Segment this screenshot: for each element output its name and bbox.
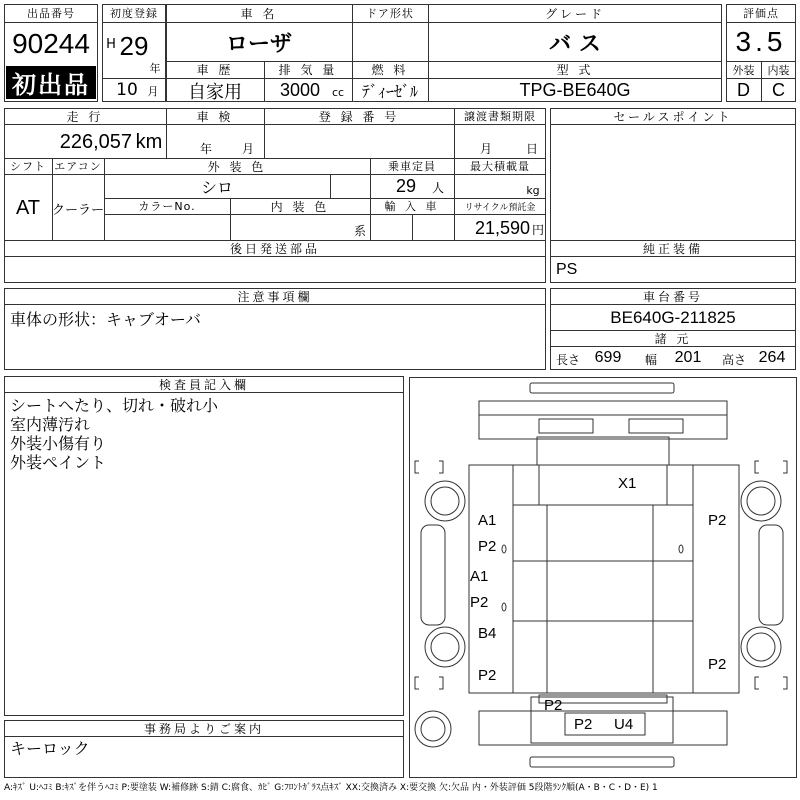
capacity-label: 乗車定員 — [388, 160, 436, 173]
grade-label: グレード — [544, 6, 605, 21]
transfer-month-unit: 月 — [479, 141, 492, 156]
inspection-label: 車 検 — [196, 109, 234, 124]
legend-text: A:ｷｽﾞ U:ﾍｺﾐ B:ｷｽﾞを伴うﾍｺﾐ P:要塗装 W:補修跡 S:錆 C:腐食、ｶﾋﾞ G:ﾌﾛﾝﾄｶﾞﾗｽ点ｷｽﾞ XX:交換済み X:要交換 欠:欠品 内・外装評価 5段階ﾗﾝｸ順(A・B・C・D・E) 1 — [4, 783, 658, 793]
displacement-unit: cc — [331, 85, 345, 99]
damage-mark-x1: X1 — [618, 475, 637, 492]
inspector-label: 検査員記入欄 — [158, 377, 249, 392]
notes-label: 注意事項欄 — [237, 289, 313, 304]
inspector-line: 外装ペイント — [10, 453, 107, 472]
genuine-equipment-value: PS — [556, 261, 578, 278]
damage-mark-p2: P2 — [470, 594, 489, 611]
reg-no-value — [264, 125, 454, 158]
specs-label: 諸 元 — [654, 331, 692, 346]
displacement-value: 3000 — [279, 80, 321, 100]
transfer-day-unit: 日 — [525, 141, 538, 156]
fuel-label: 燃 料 — [371, 63, 409, 77]
ext-color-label: 外 装 色 — [207, 159, 267, 174]
displacement-label: 排 気 量 — [278, 63, 338, 77]
door-value — [352, 23, 428, 61]
first-reg-year: 29 — [119, 30, 149, 61]
month-unit: 月 — [147, 85, 159, 98]
damage-mark-a1: A1 — [470, 568, 489, 585]
mileage-value: 226,057 — [59, 130, 132, 153]
era-mark: H — [106, 36, 116, 52]
length-label: 長さ — [555, 352, 580, 367]
grade-value: バ ス — [549, 31, 601, 57]
recycle-unit: 円 — [531, 222, 544, 237]
int-color-label: 内 装 色 — [270, 199, 330, 214]
int-color-unit: 系 — [353, 223, 366, 238]
model-code-label: 型 式 — [556, 63, 594, 77]
damage-mark-u4: U4 — [614, 716, 634, 733]
shift-value: AT — [15, 196, 41, 219]
history-value: 自家用 — [188, 81, 242, 102]
chassis-label: 車台番号 — [642, 289, 703, 304]
damage-mark-p2: P2 — [544, 697, 563, 714]
later-parts-label: 後日発送部品 — [229, 241, 320, 256]
damage-mark-p2: P2 — [708, 512, 727, 529]
recycle-label: リサイクル預託金 — [464, 202, 536, 213]
recycle-value: 21,590 — [474, 217, 530, 238]
damage-mark-p2: P2 — [478, 667, 497, 684]
width-label: 幅 — [644, 352, 657, 367]
car-name-label: 車 名 — [240, 6, 278, 21]
max-load-unit: kg — [526, 183, 540, 197]
inspector-line: 室内薄汚れ — [10, 415, 91, 434]
mileage-label: 走 行 — [66, 109, 104, 124]
transfer-label: 譲渡書類期限 — [464, 110, 536, 123]
interior-label: 内装 — [767, 63, 790, 77]
vehicle-diagram — [409, 377, 797, 778]
office-value: キーロック — [10, 739, 90, 758]
genuine-equipment-label: 純正装備 — [642, 241, 703, 256]
sales-points-label: セールスポイント — [613, 109, 733, 124]
length-value: 699 — [594, 349, 622, 366]
width-value: 201 — [674, 349, 702, 366]
sales-points-value — [550, 126, 796, 238]
max-load-label: 最大積載量 — [470, 160, 530, 173]
damage-mark-p2: P2 — [708, 656, 727, 673]
inspection-month-unit: 月 — [241, 141, 254, 156]
color-no-label: カラーNo. — [138, 200, 196, 213]
ac-label: エアコン — [54, 160, 102, 173]
later-parts-value — [4, 257, 546, 283]
chassis-value: BE640G-211825 — [610, 307, 736, 327]
door-label: ドア形状 — [366, 7, 414, 20]
score-label: 評価点 — [743, 7, 779, 20]
capacity-unit: 人 — [431, 180, 444, 195]
shift-label: シフト — [10, 160, 46, 173]
inspection-year-unit: 年 — [199, 141, 212, 156]
score-value: 3.5 — [735, 26, 787, 57]
interior-grade: C — [772, 80, 785, 100]
mileage-unit: km — [135, 130, 163, 153]
history-label: 車 歴 — [196, 63, 234, 77]
damage-mark-p2: P2 — [574, 716, 593, 733]
office-label: 事務局よりご案内 — [143, 721, 264, 736]
capacity-value: 29 — [395, 176, 417, 196]
lot-number-label: 出品番号 — [27, 7, 75, 20]
height-value: 264 — [758, 349, 786, 366]
ext-color-value: シロ — [200, 178, 233, 197]
ac-value: クーラー — [52, 202, 104, 218]
damage-mark-a1: A1 — [478, 512, 497, 529]
damage-mark-b4: B4 — [478, 625, 497, 642]
first-reg-month: 10 — [116, 80, 138, 100]
exterior-grade: D — [737, 80, 750, 100]
damage-mark-p2: P2 — [478, 538, 497, 555]
inspector-line: 外装小傷有り — [10, 434, 107, 453]
height-label: 高さ — [721, 352, 746, 367]
fuel-value: ﾃﾞｨｰｾﾞﾙ — [361, 82, 418, 101]
year-unit: 年 — [149, 62, 161, 75]
exterior-label: 外装 — [732, 63, 755, 77]
car-name: ローザ — [225, 31, 292, 57]
inspector-line: シートへたり、切れ・破れ小 — [10, 396, 219, 415]
first-reg-label: 初度登録 — [110, 7, 158, 20]
first-listing-badge: 初出品 — [6, 66, 96, 99]
model-code-value: TPG-BE640G — [519, 80, 631, 100]
lot-number: 90244 — [12, 28, 90, 59]
notes-value: 車体の形状：キャブオーバ — [10, 310, 202, 329]
reg-no-label: 登 録 番 号 — [318, 109, 400, 124]
import-label: 輸 入 車 — [384, 200, 440, 213]
